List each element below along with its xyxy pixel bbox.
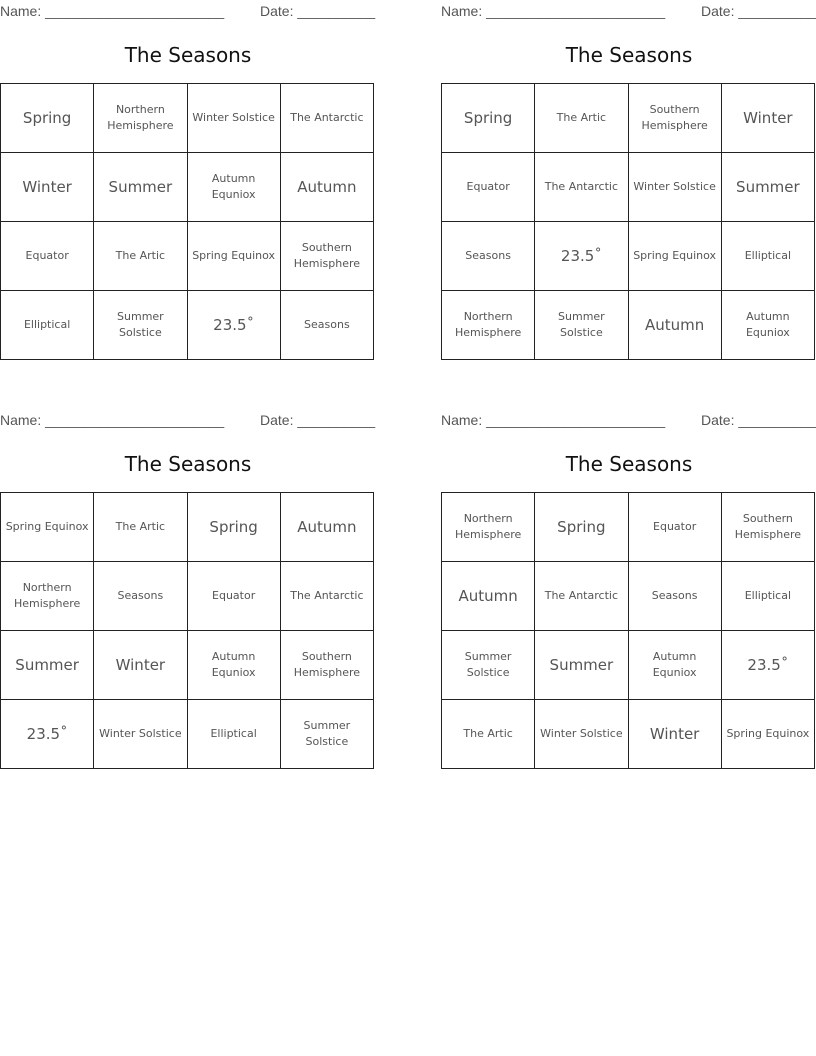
grid-cell: Spring Equinox (628, 222, 721, 291)
grid-row (1, 291, 374, 360)
grid-cell: Summer (1, 631, 94, 700)
card-header (441, 0, 816, 22)
bingo-grid (0, 492, 374, 769)
grid-cell: Southern Hemisphere (628, 84, 721, 153)
grid-cell: Summer Solstice (535, 291, 628, 360)
name-field: Name: _______________________ (0, 412, 225, 428)
grid-cell: Summer Solstice (442, 631, 535, 700)
bingo-grid (441, 492, 815, 769)
grid-cell: Spring Equinox (1, 493, 94, 562)
bingo-card (0, 409, 376, 748)
grid-cell: The Antarctic (535, 153, 628, 222)
grid-cell: Equator (187, 562, 280, 631)
card-header (0, 409, 376, 431)
grid-cell: The Artic (94, 493, 187, 562)
grid-cell: Spring Equinox (187, 222, 280, 291)
grid-cell: Spring (535, 493, 628, 562)
grid-cell: Northern Hemisphere (442, 493, 535, 562)
grid-cell: Equator (442, 153, 535, 222)
grid-cell: Seasons (442, 222, 535, 291)
grid-cell: Spring (1, 84, 94, 153)
grid-row (442, 493, 815, 562)
grid-cell: Spring Equinox (721, 700, 814, 769)
grid-row (442, 153, 815, 222)
grid-cell: Winter (94, 631, 187, 700)
grid-cell: Elliptical (721, 222, 814, 291)
grid-row (442, 84, 815, 153)
grid-cell: The Artic (535, 84, 628, 153)
grid-row (442, 631, 815, 700)
name-field: Name: _______________________ (441, 412, 666, 428)
card-header (441, 409, 816, 431)
grid-cell: Equator (628, 493, 721, 562)
grid-cell: 23.5˚ (721, 631, 814, 700)
grid-cell: Winter Solstice (94, 700, 187, 769)
grid-cell: Spring (442, 84, 535, 153)
grid-cell: Autumn (442, 562, 535, 631)
grid-cell: The Artic (94, 222, 187, 291)
grid-cell: The Artic (442, 700, 535, 769)
grid-cell: Seasons (94, 562, 187, 631)
grid-cell: Southern Hemisphere (280, 222, 373, 291)
grid-cell: Winter (628, 700, 721, 769)
grid-cell: 23.5˚ (535, 222, 628, 291)
grid-cell: Elliptical (1, 291, 94, 360)
grid-row (442, 291, 815, 360)
card-title: The Seasons (565, 43, 693, 67)
grid-cell: Autumn Equniox (628, 631, 721, 700)
grid-cell: Summer (94, 153, 187, 222)
grid-cell: The Antarctic (280, 562, 373, 631)
grid-row (442, 700, 815, 769)
grid-cell: 23.5˚ (1, 700, 94, 769)
bingo-grid (0, 83, 374, 360)
grid-row (1, 700, 374, 769)
date-field: Date: __________ (701, 412, 816, 428)
grid-cell: Seasons (280, 291, 373, 360)
bingo-card (441, 0, 816, 339)
grid-cell: Northern Hemisphere (1, 562, 94, 631)
grid-row (1, 222, 374, 291)
date-field: Date: __________ (260, 3, 376, 19)
grid-row (1, 153, 374, 222)
grid-row (442, 562, 815, 631)
grid-cell: Winter (1, 153, 94, 222)
grid-cell: 23.5˚ (187, 291, 280, 360)
grid-cell: Winter Solstice (535, 700, 628, 769)
grid-cell: Southern Hemisphere (280, 631, 373, 700)
grid-cell: Spring (187, 493, 280, 562)
grid-cell: Winter Solstice (628, 153, 721, 222)
grid-cell: Winter (721, 84, 814, 153)
grid-row (1, 84, 374, 153)
grid-row (1, 562, 374, 631)
bingo-card (441, 409, 816, 743)
grid-cell: Autumn (628, 291, 721, 360)
grid-cell: Northern Hemisphere (94, 84, 187, 153)
grid-cell: Winter Solstice (187, 84, 280, 153)
grid-cell: Autumn Equniox (187, 153, 280, 222)
grid-row (1, 493, 374, 562)
grid-row (442, 222, 815, 291)
grid-cell: Summer (721, 153, 814, 222)
bingo-card (0, 0, 376, 339)
card-title: The Seasons (124, 43, 252, 67)
grid-cell: Northern Hemisphere (442, 291, 535, 360)
card-title: The Seasons (565, 452, 693, 476)
date-field: Date: __________ (260, 412, 376, 428)
grid-cell: The Antarctic (280, 84, 373, 153)
grid-cell: Equator (1, 222, 94, 291)
grid-cell: Elliptical (721, 562, 814, 631)
grid-cell: Autumn Equniox (187, 631, 280, 700)
grid-cell: Summer (535, 631, 628, 700)
grid-cell: Southern Hemisphere (721, 493, 814, 562)
bingo-grid (441, 83, 815, 360)
card-header (0, 0, 376, 22)
grid-cell: Elliptical (187, 700, 280, 769)
grid-cell: Summer Solstice (94, 291, 187, 360)
grid-row (1, 631, 374, 700)
grid-cell: Autumn (280, 153, 373, 222)
card-title: The Seasons (124, 452, 252, 476)
name-field: Name: _______________________ (441, 3, 666, 19)
grid-cell: The Antarctic (535, 562, 628, 631)
name-field: Name: _______________________ (0, 3, 225, 19)
grid-cell: Autumn Equniox (721, 291, 814, 360)
grid-cell: Summer Solstice (280, 700, 373, 769)
date-field: Date: __________ (701, 3, 816, 19)
grid-cell: Seasons (628, 562, 721, 631)
grid-cell: Autumn (280, 493, 373, 562)
